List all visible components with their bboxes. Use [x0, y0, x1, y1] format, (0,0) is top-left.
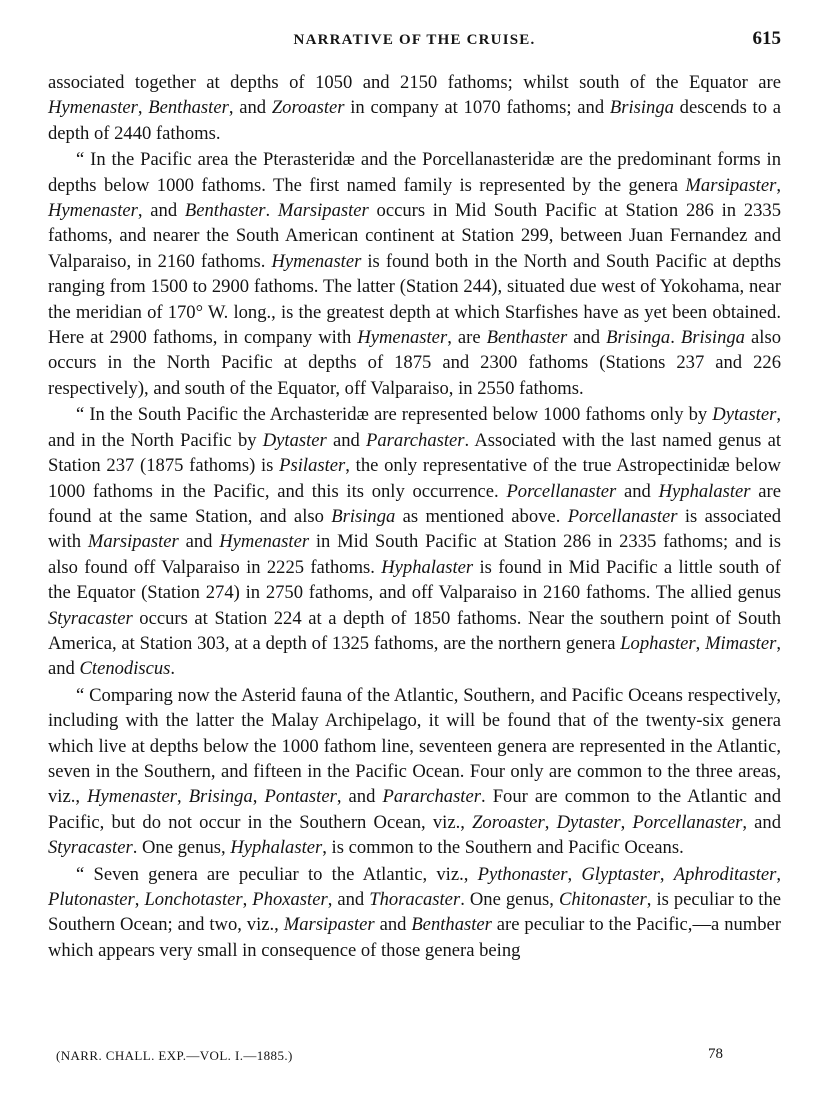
text-run: , and: [137, 200, 185, 222]
text-run: . Four are common to the Atlantic and Pacific, but do not occur in the Southern Ocean, viz.,: [48, 786, 781, 833]
genus-name: Dytaster: [712, 404, 777, 426]
text-run: also occurs in the North Pacific at depths of 1875 and 2300 fathoms (Stations 237 and 226 respectively), and south of the Equator, off Valparaiso, in 2550 fathoms.: [48, 327, 781, 399]
text-run: is associated with: [48, 505, 782, 553]
text-run: , and: [228, 97, 272, 119]
text-run: , are: [447, 327, 487, 349]
text-run: , is common to the Southern and Pacific Oceans.: [322, 837, 684, 859]
text-run: . One genus,: [460, 889, 559, 910]
text-run: ,: [137, 97, 149, 119]
text-run: are found at the same Station, and also: [48, 480, 781, 527]
text-run: , the only representative of the true Astropectinidæ below 1000 fathoms in the Pacific, and this its only occurrence.: [48, 455, 781, 502]
text-run: are peculiar to the Pacific,—a number which appears very small in consequence of those genera being: [48, 914, 781, 961]
text-run: ,: [134, 889, 145, 910]
genus-name: Hyphalaster: [658, 480, 751, 502]
text-run: , and: [336, 786, 383, 808]
genus-name: Hymenaster: [48, 200, 138, 222]
text-run: as mentioned above.: [395, 505, 568, 527]
paragraph-4: [48, 683, 781, 861]
text-run: ,: [176, 786, 189, 808]
genus-name: Brisinga: [606, 327, 671, 349]
running-title: NARRATIVE OF THE CRUISE.: [293, 32, 536, 48]
text-run: and: [616, 480, 659, 502]
text-run: ,: [252, 786, 265, 808]
text-run: and: [178, 531, 220, 553]
genus-name: Hymenaster: [87, 786, 177, 808]
genus-name: Hymenaster: [219, 531, 310, 553]
text-run: “ Seven genera are peculiar to the Atlantic, viz.,: [76, 863, 478, 885]
text-run: , and: [742, 811, 782, 833]
genus-name: Brisinga: [609, 97, 674, 119]
text-run: and: [374, 914, 412, 936]
text-run: , and in the North Pacific by: [48, 404, 781, 451]
text-run: .: [170, 658, 176, 680]
text-run: ,: [567, 863, 582, 885]
text-run: “ In the Pacific area the Pterasteridæ and the Porcellanasteridæ are the predominant forms in depths below 1000 fathoms. The first named family is represented by the genera: [48, 149, 781, 196]
genus-name: Hyphalaster: [230, 837, 323, 859]
genus-name: Porcellanaster: [506, 480, 617, 502]
text-run: is found both in the North and South Pacific at depths ranging from 1500 to 2900 fathoms. The latter (Station 244), situated due west of Yokohama, near the meridian of 170° W. long., is the greatest depth at which Starfishes have as yet been obtained. Here at 2900 fathoms, in company with: [48, 250, 781, 349]
text-run: associated together at depths of 1050 and 2150 fathoms; whilst south of the Equator are: [48, 72, 781, 93]
text-run: ,: [242, 889, 253, 910]
genus-name: Hymenaster: [357, 327, 448, 349]
genus-name: Ctenodiscus: [79, 658, 171, 680]
genus-name: Hyphalaster: [381, 556, 474, 578]
genus-name: Zoroaster: [271, 97, 345, 119]
page-number: 615: [752, 28, 781, 49]
sheet-number: 78: [708, 1046, 723, 1062]
genus-name: Brisinga: [188, 786, 253, 808]
text-run: . One genus,: [132, 837, 231, 859]
text-run: , and: [327, 889, 370, 910]
text-run: and: [567, 327, 607, 349]
text-run: in Mid South Pacific at Station 286 in 2335 fathoms; and is also found off Valparaiso in 2225 fathoms.: [48, 531, 781, 578]
genus-name: Brisinga: [331, 505, 396, 527]
genus-name: Mimaster: [705, 632, 777, 654]
paragraph-5: [48, 862, 781, 964]
genus-name: Marsipaster: [685, 174, 777, 196]
genus-name: Pararchaster: [382, 786, 481, 808]
text-run: . Associated with the last named genus at Station 237 (1875 fathoms) is: [48, 429, 781, 477]
genus-name: Marsipaster: [87, 531, 179, 553]
genus-name: Pararchaster: [366, 429, 465, 451]
genus-name: Brisinga: [680, 327, 745, 349]
genus-name: Benthaster: [411, 914, 492, 936]
text-run: .: [265, 200, 278, 222]
genus-name: Glyptaster: [581, 863, 660, 885]
genus-name: Phoxaster: [252, 889, 328, 910]
text-run: is found in Mid Pacific a little south of the Equator (Station 274) in 2750 fathoms, and off Valparaiso in 2160 fathoms. The allied genus: [48, 556, 781, 604]
text-run: , is peculiar to the Southern Ocean; and two, viz.,: [48, 889, 782, 936]
page-header: [48, 28, 781, 54]
genus-name: Marsipaster: [283, 914, 375, 936]
genus-name: Pythonaster: [477, 863, 568, 885]
text-run: “ Comparing now the Asterid fauna of the Atlantic, Southern, and Pacific Oceans respectively, including with the latter the Malay Archipelago, it will be found that of the twenty-six genera which live at depths below the 1000 fathom line, seventeen genera are represented in the Atlantic, seven in the Southern, and fifteen in the Pacific Ocean. Four only are common to the three areas, viz.,: [48, 684, 781, 808]
text-run: ,: [544, 811, 557, 833]
genus-name: Styracaster: [48, 837, 133, 859]
genus-name: Porcellanaster: [567, 505, 678, 527]
genus-name: Lonchotaster: [144, 889, 243, 910]
text-run: ,: [776, 863, 782, 885]
body-text: [48, 70, 781, 963]
text-run: “ In the South Pacific the Archasteridæ are represented below 1000 fathoms only by: [76, 404, 713, 426]
text-run: .: [670, 327, 681, 349]
genus-name: Marsipaster: [277, 200, 369, 222]
genus-name: Benthaster: [184, 200, 266, 222]
paragraph-1: [48, 70, 781, 146]
text-run: ,: [695, 632, 706, 654]
genus-name: Styracaster: [48, 607, 133, 629]
paragraph-2: [48, 147, 781, 401]
genus-name: Aphroditaster: [673, 863, 777, 885]
text-run: ,: [659, 863, 674, 885]
genus-name: Hymenaster: [48, 97, 138, 119]
genus-name: Pontaster: [264, 786, 337, 808]
text-run: , and: [48, 632, 781, 680]
genus-name: Porcellanaster: [632, 811, 743, 833]
text-run: occurs in Mid South Pacific at Station 286 in 2335 fathoms, and nearer the South American continent at Station 299, between Juan Fernandez and Valparaiso, in 2160 fathoms.: [48, 200, 781, 272]
genus-name: Chitonaster: [558, 889, 647, 910]
text-run: ,: [776, 174, 781, 196]
genus-name: Psilaster: [279, 455, 346, 477]
text-run: and: [326, 429, 367, 451]
text-run: occurs at Station 224 at a depth of 1850 fathoms. Near the southern point of South America, at Station 303, at a depth of 1325 fathoms, are the northern genera: [48, 607, 781, 654]
genus-name: Benthaster: [486, 327, 568, 349]
genus-name: Dytaster: [262, 429, 327, 451]
text-run: ,: [620, 811, 633, 833]
signature-line: (NARR. CHALL. EXP.—VOL. I.—1885.): [56, 1048, 293, 1063]
genus-name: Dytaster: [556, 811, 621, 833]
paragraph-3: [48, 402, 781, 681]
genus-name: Thoracaster: [369, 889, 461, 910]
genus-name: Plutonaster: [48, 889, 135, 910]
genus-name: Zoroaster: [472, 811, 545, 833]
genus-name: Hymenaster: [271, 250, 362, 272]
genus-name: Benthaster: [148, 97, 229, 119]
text-run: in company at 1070 fathoms; and: [344, 97, 610, 119]
genus-name: Lophaster: [620, 632, 696, 654]
text-run: descends to a depth of 2440 fathoms.: [48, 97, 782, 144]
page-footer: [48, 1046, 781, 1068]
